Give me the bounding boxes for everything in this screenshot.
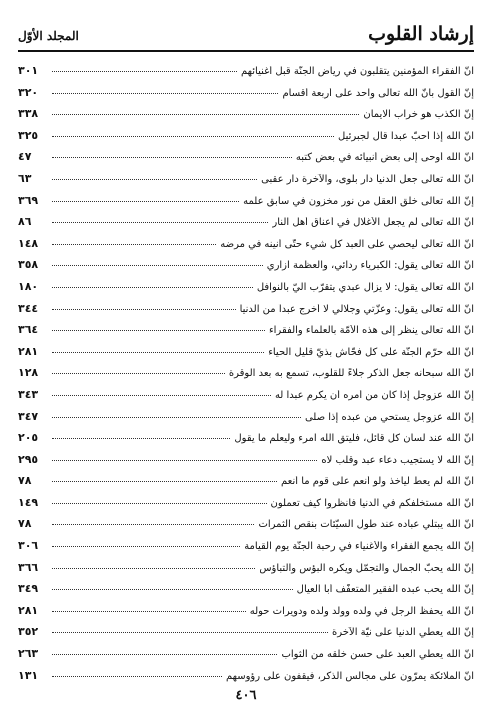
index-list <box>18 64 474 690</box>
entry-text: انّ الله إذا أحبّ عبداً قال لجبرئيل <box>338 130 474 142</box>
index-entry <box>18 323 474 345</box>
index-entry <box>18 496 474 518</box>
entry-text: انّ الله لم يعط ليأخذ ولو أنعم على قوم ما أنعم <box>280 476 474 488</box>
index-entry <box>18 453 474 475</box>
dot-leader <box>52 330 265 331</box>
index-entry <box>18 280 474 302</box>
entry-page-number: ٣٤٣ <box>18 387 39 401</box>
entry-text: انّ الملائكة يمرّون على مجالس الذكر، فيقفون على رؤوسهم <box>225 670 474 682</box>
index-entry <box>18 539 474 561</box>
dot-leader <box>52 589 293 590</box>
index-entry <box>18 86 474 108</box>
index-entry <box>18 107 474 129</box>
volume-label: المجلد الأوّل <box>18 29 79 43</box>
index-entry <box>18 474 474 496</box>
dot-leader <box>52 309 236 310</box>
dot-leader <box>52 222 268 223</box>
entry-page-number: ٣٥٢ <box>18 625 39 639</box>
dot-leader <box>52 676 222 677</box>
dot-leader <box>52 611 246 612</box>
entry-text: انّ الله أوحى إلى بعض أنبيائه في بعض كتبه <box>295 152 474 164</box>
entry-text: إنّ الله لا يستجيب دعاء عبد وقلب لاه <box>321 454 474 466</box>
index-entry <box>18 237 474 259</box>
index-entry <box>18 517 474 539</box>
entry-page-number: ٣٣٨ <box>18 107 39 121</box>
index-entry <box>18 129 474 151</box>
dot-leader <box>52 503 267 504</box>
entry-page-number: ٢٨١ <box>18 344 39 358</box>
index-entry <box>18 366 474 388</box>
dot-leader <box>52 265 263 266</box>
dot-leader <box>52 201 239 202</box>
entry-page-number: ١٨٠ <box>18 279 39 293</box>
entry-page-number: ٣٤٧ <box>18 409 39 423</box>
entry-text: إنّ الله عزوجل يستحي من عبده إذا صلّى <box>304 411 474 423</box>
index-entry <box>18 172 474 194</box>
entry-text: انّ الله مستخلفكم في الدنيا فانظروا كيف تعملون <box>270 497 474 509</box>
index-entry <box>18 669 474 691</box>
entry-page-number: ٧٨ <box>18 517 32 531</box>
entry-page-number: ١٣١ <box>18 668 39 682</box>
entry-text: إنّ الله تعالى خلق العقل من نور مخزون في سابق علمه <box>243 195 474 207</box>
entry-page-number: ٣٠٦ <box>18 539 39 553</box>
dot-leader <box>52 373 225 374</box>
index-entry <box>18 258 474 280</box>
dot-leader <box>52 179 257 180</box>
entry-text: إنّ القول بأنّ الله تعالى واحد على أربعة أقسام <box>282 87 474 99</box>
entry-page-number: ٨٦ <box>18 215 32 229</box>
entry-text: انّ الفقراء المؤمنين يتقلّبون في رياض الجنّة قبل أغنيائهم <box>241 66 474 77</box>
entry-text: انّ الله يحفظ الرجل في ولده وولد ولده ودويرات حوله <box>249 605 474 617</box>
entry-page-number: ٣٢٥ <box>18 128 39 142</box>
entry-page-number: ١٤٩ <box>18 495 39 509</box>
index-entry <box>18 345 474 367</box>
entry-text: انّ الله تعالى يقول: وعزّتي وجلالي لا أخرج عبداً من الدنيا <box>239 303 474 315</box>
entry-text: انّ الله يبتلي عباده عند طول السيّئات بنقص الثمرات <box>258 519 474 531</box>
dot-leader <box>52 395 271 396</box>
entry-text: انّ الله تعالى ينظر إلى هذه الأمّة بالعلماء والفقراء <box>268 325 474 337</box>
dot-leader <box>52 136 334 137</box>
dot-leader <box>52 654 277 655</box>
dot-leader <box>52 157 292 158</box>
index-entry <box>18 194 474 216</box>
dot-leader <box>52 524 254 525</box>
dot-leader <box>52 114 359 115</box>
entry-page-number: ٦٣ <box>18 171 32 185</box>
entry-text: إنّ الكذب هو خراب الايمان <box>363 109 474 121</box>
entry-text: انّ الله تعالى ليحصي على العبد كل شيء حتّى أنينه في مرضه <box>220 238 474 250</box>
dot-leader <box>52 71 237 72</box>
dot-leader <box>52 438 230 439</box>
entry-text: إنّ الله يعطي الدنيا على نيّة الآخرة <box>332 627 474 639</box>
index-entry <box>18 388 474 410</box>
entry-page-number: ٣٦٤ <box>18 323 39 337</box>
entry-page-number: ٢٩٥ <box>18 452 39 466</box>
entry-text: انّ الله تعالى يقول: الكبرياء ردائي، والعظمة ازاري <box>266 260 474 272</box>
entry-page-number: ٣٦٩ <box>18 193 39 207</box>
index-entry <box>18 215 474 237</box>
book-title: إرشاد القلوب <box>368 23 474 45</box>
entry-page-number: ٢٠٥ <box>18 431 39 445</box>
dot-leader <box>52 417 301 418</box>
index-entry <box>18 302 474 324</box>
entry-text: إنّ الله يحبّ الجمال والتجمّل ويكره البؤس والتباؤس <box>259 562 474 574</box>
index-entry <box>18 431 474 453</box>
index-entry <box>18 625 474 647</box>
dot-leader <box>52 481 277 482</box>
dot-leader <box>52 93 278 94</box>
entry-text: انّ الله يعطي العبد على حسن خلقه من الثواب <box>281 649 474 661</box>
entry-text: انّ الله عند لسان كل قائل، فليتق الله امرء وليعلم ما يقول <box>234 433 474 445</box>
entry-text: إنّ الله يحب عبده الفقير المتعفّف أبا العيال <box>296 584 474 596</box>
entry-page-number: ٧٨ <box>18 474 32 488</box>
entry-page-number: ٣٠١ <box>18 64 39 77</box>
dot-leader <box>52 568 255 569</box>
entry-text: إنّ الله يجمع الفقراء والأغنياء في رحبة الجنّة يوم القيامة <box>244 541 474 553</box>
dot-leader <box>52 287 253 288</box>
entry-text: انّ الله تعالى يقول: لا يزال عبدي يتقرّب اليّ بالنوافل <box>256 281 474 293</box>
entry-page-number: ١٤٨ <box>18 236 39 250</box>
entry-text: انّ الله حرّم الجنّة على كل فحّاش بذيّ قليل الحياء <box>268 346 474 358</box>
index-entry <box>18 410 474 432</box>
entry-text: إنّ الله عزوجل إذا كان من أمره أن يكرم عبداً له <box>274 389 474 401</box>
index-entry <box>18 150 474 172</box>
dot-leader <box>52 460 317 461</box>
entry-page-number: ٣٥٨ <box>18 258 39 272</box>
entry-text: انّ الله تعالى جعل الدنيا دار بلوى، والآخرة دار عقبى <box>261 173 474 185</box>
index-entry <box>18 582 474 604</box>
entry-page-number: ٤٧ <box>18 150 32 164</box>
entry-page-number: ٣٤٤ <box>18 301 39 315</box>
running-header <box>18 8 474 52</box>
entry-page-number: ٣٦٦ <box>18 560 39 574</box>
entry-page-number: ٣٤٩ <box>18 582 39 596</box>
dot-leader <box>52 632 328 633</box>
index-entry <box>18 561 474 583</box>
entry-page-number: ٣٢٠ <box>18 85 39 99</box>
entry-page-number: ٢٦٣ <box>18 647 39 661</box>
entry-text: انّ الله تعالى لم يجعل الأغلال في أعناق أهل النار <box>272 217 474 229</box>
index-entry <box>18 64 474 86</box>
page-number: ٤٠٦ <box>235 688 257 703</box>
index-entry <box>18 647 474 669</box>
dot-leader <box>52 352 264 353</box>
dot-leader <box>52 244 216 245</box>
entry-text: انّ الله سبحانه جعل الذكر جلاءً للقلوب، تسمع به بعد الوقرة <box>228 368 474 380</box>
entry-page-number: ٢٨١ <box>18 603 39 617</box>
entry-page-number: ١٢٨ <box>18 366 39 380</box>
dot-leader <box>52 546 240 547</box>
index-entry <box>18 604 474 626</box>
